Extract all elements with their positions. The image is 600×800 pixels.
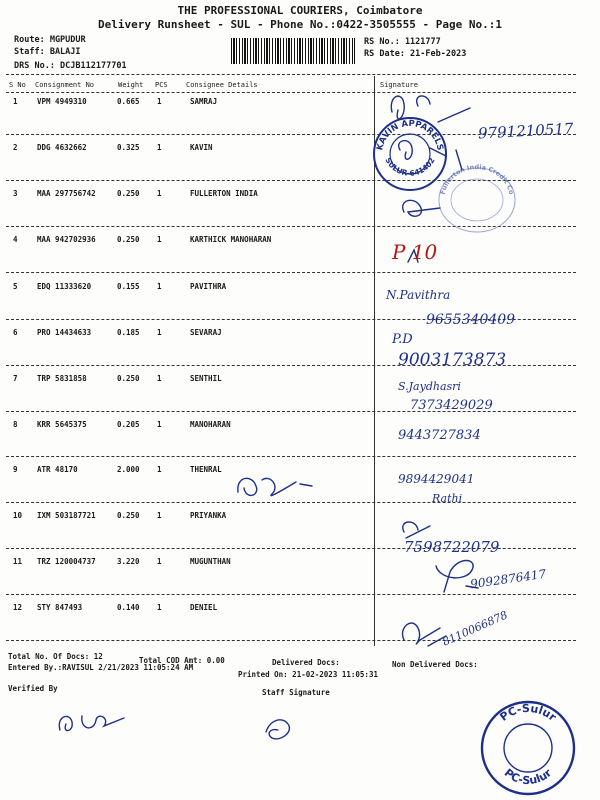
row-weight: 2.000	[117, 465, 140, 474]
row-consignee: PAVITHRA	[190, 282, 227, 291]
staff-signature-label: Staff Signature	[262, 688, 330, 697]
pc-stamp-bottom: PC-Sulur	[501, 766, 555, 788]
row-weight: 0.205	[117, 420, 140, 429]
non-delivered-docs: Non Delivered Docs:	[392, 660, 478, 669]
row-pcs: 1	[157, 97, 162, 106]
row-weight: 0.155	[117, 282, 140, 291]
row-pcs: 1	[157, 420, 162, 429]
row5-phone: 9655340409	[426, 312, 516, 328]
row-consignment: DDG 4632662	[37, 143, 87, 152]
row-sno: 1	[13, 97, 18, 106]
row-sno: 9	[13, 465, 18, 474]
row-consignee: MUGUNTHAN	[190, 557, 231, 566]
drs-label: DRS No.: DCJB112177701	[14, 61, 127, 71]
col-signature: Signature	[380, 81, 418, 89]
row-pcs: 1	[157, 374, 162, 383]
row-pcs: 1	[157, 143, 162, 152]
staff-signature-mark	[266, 720, 289, 739]
col-pcs: PCS	[155, 81, 168, 89]
row-weight: 0.250	[117, 374, 140, 383]
row9-name: Rathi	[432, 492, 463, 505]
row5-name: N.Pavithra	[386, 288, 451, 302]
row-consignment: PRO 14434633	[37, 328, 92, 337]
row-sno: 4	[13, 235, 18, 244]
row-consignment: MAA 297756742	[37, 189, 96, 198]
row7-phone: 7373429029	[410, 398, 493, 413]
row-sno: 8	[13, 420, 18, 429]
row-consignee: SAMRAJ	[190, 97, 218, 106]
printed-on: Printed On: 21-02-2023 11:05:31	[238, 670, 378, 679]
row-sno: 7	[13, 374, 18, 383]
row-weight: 0.250	[117, 511, 140, 520]
row-pcs: 1	[157, 465, 162, 474]
row-pcs: 1	[157, 511, 162, 520]
verified-by-signature	[59, 716, 124, 731]
row-consignee: MANOHARAN	[190, 420, 231, 429]
row6-phone: 9003173873	[398, 350, 507, 370]
row-pcs: 1	[157, 235, 162, 244]
svg-text:SULUR-641402	[383, 156, 436, 178]
row-consignee: SENTHIL	[190, 374, 222, 383]
document-subtitle: Delivery Runsheet - SUL - Phone No.:0422-3505555 - Page No.:1	[98, 18, 502, 31]
col-consignment: Consignment No	[35, 81, 95, 89]
row-pcs: 1	[157, 282, 162, 291]
row-pcs: 1	[157, 328, 162, 337]
row-consignment: ATR 48170	[37, 465, 78, 474]
row-pcs: 1	[157, 189, 162, 198]
row-consignee: KARTHICK MANOHARAN	[190, 235, 272, 244]
total-cod: Total COD Amt: 0.00	[139, 656, 225, 665]
row-sno: 11	[13, 557, 23, 566]
row1-phone: 9791210517	[477, 119, 574, 143]
row7-name: S.Jaydhasri	[398, 380, 461, 393]
row-weight: 0.665	[117, 97, 140, 106]
row-weight: 0.250	[117, 235, 140, 244]
row-consignment: EDQ 11333620	[37, 282, 92, 291]
kavin-stamp-place: SULUR-641402	[383, 156, 437, 178]
svg-text:Fullerton India Credit Co	[439, 163, 516, 196]
row9-phone: 9894429041	[398, 472, 475, 486]
signature-row10	[403, 522, 430, 538]
row-sno: 5	[13, 282, 18, 291]
row-weight: 0.325	[117, 143, 140, 152]
total-docs: Total No. Of Docs: 12	[8, 652, 103, 661]
row-consignee: FULLERTON INDIA	[190, 189, 258, 198]
signature-row12	[403, 623, 446, 646]
row-consignment: IXM 503187721	[37, 511, 96, 520]
row-weight: 0.250	[117, 189, 140, 198]
row-weight: 0.140	[117, 603, 140, 612]
row-pcs: 1	[157, 557, 162, 566]
col-sno: S No	[9, 81, 26, 89]
rs-number: RS No.: 1121777	[364, 37, 441, 47]
row-consignee: PRIYANKA	[190, 511, 227, 520]
row-consignment: VPM 4949310	[37, 97, 87, 106]
col-weight: Weight	[118, 81, 144, 89]
svg-text:PC-Sulur	[497, 702, 559, 724]
row11-phone: 9092876417	[469, 566, 547, 592]
staff-label: Staff: BALAJI	[14, 47, 81, 57]
row8-phone: 9443727834	[398, 428, 481, 443]
fullerton-stamp-text: Fullerton India Credit Co	[438, 163, 516, 196]
row-sno: 6	[13, 328, 18, 337]
fullerton-stamp	[432, 160, 522, 240]
document-title: THE PROFESSIONAL COURIERS, Coimbatore	[177, 4, 423, 17]
svg-text:PC-Sulur	[502, 766, 555, 787]
row-consignment: MAA 942702936	[37, 235, 96, 244]
row-consignee: THENRAL	[190, 465, 222, 474]
row-sno: 10	[13, 511, 23, 520]
row-sno: 12	[13, 603, 23, 612]
route-label: Route: MGPUDUR	[14, 35, 86, 45]
row6-name: P.D	[392, 332, 413, 347]
row-consignment: TRP 5831858	[37, 374, 87, 383]
signature-row9	[238, 478, 312, 495]
row-sno: 2	[13, 143, 18, 152]
entered-by: Entered By.:RAVISUL 2/21/2023 11:05:24 AM	[8, 663, 194, 672]
row-pcs: 1	[157, 603, 162, 612]
kavin-stamp-name: KAVIN APPARELS	[375, 118, 445, 152]
row-consignee: DENIEL	[190, 603, 218, 612]
delivered-docs: Delivered Docs:	[272, 658, 340, 667]
row-consignee: SEVARAJ	[190, 328, 222, 337]
row-sno: 3	[13, 189, 18, 198]
row-consignment: KRR 5645375	[37, 420, 87, 429]
row-weight: 0.185	[117, 328, 140, 337]
pc-sulur-stamp	[476, 696, 580, 796]
verified-by-label: Verified By	[8, 684, 58, 693]
pc-stamp-top: PC-Sulur	[497, 701, 559, 724]
row10-phone: 7598722079	[404, 538, 500, 556]
row-consignment: TRZ 120004737	[37, 557, 96, 566]
rs-date: RS Date: 21-Feb-2023	[364, 49, 467, 59]
svg-text:KAVIN APPARELS	[375, 119, 445, 152]
row12-phone: 8110066878	[440, 608, 510, 649]
row4-mark: P 10	[392, 240, 438, 264]
row-consignment: STY 847493	[37, 603, 83, 612]
row-consignee: KAVIN	[190, 143, 213, 152]
row-weight: 3.220	[117, 557, 140, 566]
col-consignee: Consignee Details	[186, 81, 258, 89]
